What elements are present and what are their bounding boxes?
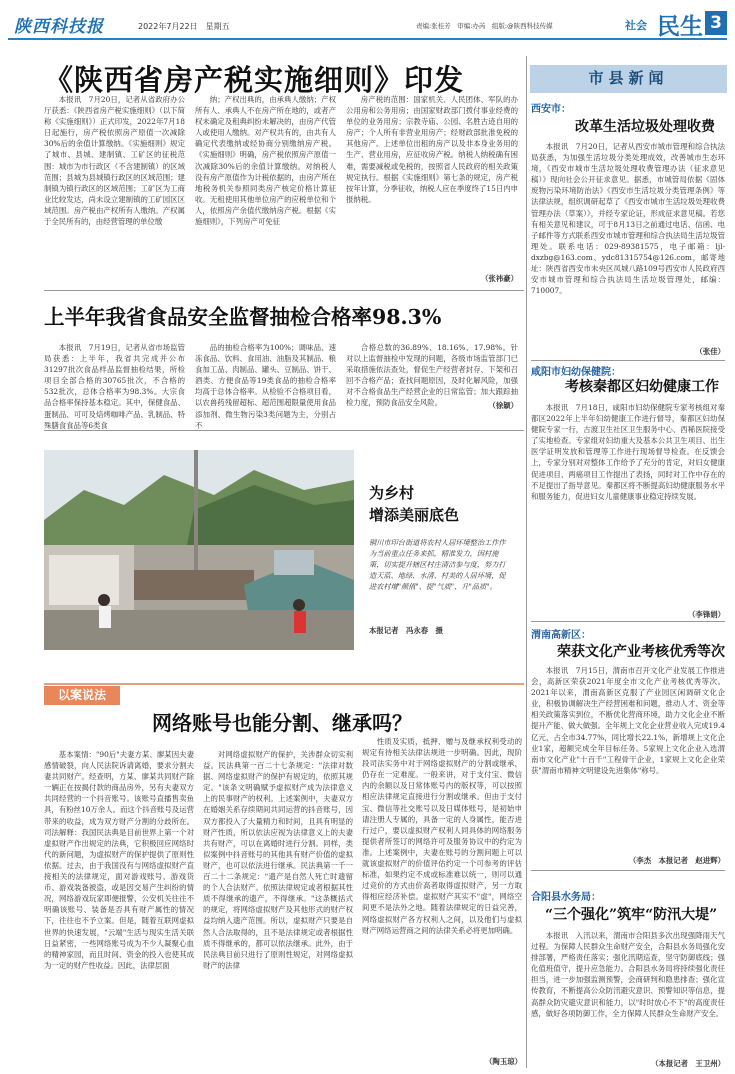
sidebar-item4-body: 本报讯 入汛以来，渭南市合阳县多次出现强降雨天气过程。为保障人民群众生命财产安全，合阳县水务局强化安排部署，严格责任落实；强化汛期巡查，坚守防御底线；强化值班值守，提升应急能力。合阳县水务局将持续强化责任担当，进一步加强监测预警，会商研判和隐患排查；强化宣传教育，不断提高公众防汛避灾意识、预警知识等信息，提高群众防灾避灾意识和能力，以"时时放心不下"的高度责任感，做好各项防御工作，全力保障人民群众生命财产安全。	[531, 931, 725, 1018]
case-headline: 网络账号也能分割、继承吗？	[152, 711, 412, 735]
village-photo	[44, 450, 354, 650]
section-big-label: 民生	[657, 14, 703, 40]
divider	[531, 870, 725, 871]
article1-headline: 《陕西省房产税实施细则》印发	[44, 63, 465, 97]
masthead	[8, 8, 727, 40]
divider	[531, 360, 725, 361]
case-section-band	[44, 683, 524, 703]
sidebar-item4-headline: “三个强化”筑牢“防汛大堤”	[545, 907, 718, 923]
sidebar-item1-headline: 改革生活垃圾处理收费	[575, 119, 715, 135]
article1-col1: 本报讯 7月20日，记者从省政府办公厅获悉：《陕西省房产税实施细则》（以下简称《实施细则》）正式印发，2022年7月18日起施行，房产税依照房产原值一次减除30%后的余值计算缴纳。《实施细则》规定了城市、县城、建制镇、工矿区的征税范围：城市为市行政区（不含建制镇）的区域范围；县城为县城镇行政区的区域范围；建制镇为镇行政区的区域范围；工矿区为工商业比较发达，尚未设立建制镇的工矿园区区域范围。房产税由产权所有人缴纳。产权属于全民所有的，由经营管理的单位缴	[44, 95, 185, 227]
article2-col3: 合格总数的36.89%、18.16%、17.98%。针对以上监督抽检中发现的问题，各级市场监管部门已采取措施依法查处，督促生产经营者封存、下架和召回不合格产品；查找问题原因，及时化解风险，加强对不合格食品生产经营企业的日常监管；加大跟踪抽检力度，预防食品安全风险。	[346, 343, 518, 408]
photo-story-title: 为乡村 增添美丽底色	[369, 484, 460, 524]
article2-col1: 本报讯 7月19日，记者从省市场监管局获悉：上半年，我省共完成并公布31297批次食品样品监督抽检结果，所检项目全部合格的30765批次，不合格的532批次，总体合格率为98.3%。大宗食品合格率保持基本稳定。其中，保健食品、蛋制品、可可及焙烤咖啡产品、乳制品、特殊膳食食品等6类食	[44, 343, 185, 430]
newspaper-logo: 陕西科技报	[14, 17, 104, 37]
article1-col3: 房产税的范围：国家机关、人民团体、军队的办公用房和公务用房；由国家财政部门拨付事业经费的单位的业务用房；宗教寺庙、公园、名胜古迹自用的房产；个人所有非营业用房产；经财政部批准免税的其他房产。上述单位出租的房产以及非本身业务用的生产、营业用房，应征收房产税。纳税人纳税确有困难，需要减税或免税的，按照省人民政府的相关政策规定执行。根据《实施细则》第七条的规定，房产税按年计算，分季征收，纳税人应在季度终了15日内申报纳税。	[346, 95, 519, 204]
photo-story-caption: 铜川市印台街道将农村人居环境整治工作作为当前重点任务来抓，精准发力，因村施策，切实提升辖区村庄清洁参与度，努力打造天蓝、地绿、水清、村美的人居环境，促进农村增"颜值"、提"气质"、升"品质"。	[369, 538, 506, 591]
section-label: 社会	[625, 19, 647, 32]
sidebar-item1-place: 西安市：	[531, 104, 571, 115]
sidebar-item3-place: 渭南高新区：	[531, 630, 591, 641]
article2-headline: 上半年我省食品安全监督抽检合格率98.3%	[44, 305, 442, 329]
village-photo-image	[44, 450, 354, 650]
article1-col2: 纳；产权出典的，由承典人缴纳；产权所有人、承典人不在房产所在地的，或者产权未确定及租典纠纷未解决的，由房产代管人或使用人缴纳。对产权共有的，由共有人确定代表缴纳或经协商分别缴纳房产税。《实施细则》明确，房产税依照房产原值一次减除30%后的余值计算缴纳。对纳税人没有房产原值作为计税依据的，由房产所在地税务机关参照同类房产核定价格计算征收。无租使用其他单位房产的应税单位和个人，依照房产余值代缴纳房产税。根据《实施细则》，下列房产可免征	[195, 95, 336, 227]
sidebar-item3-body: 本报讯 7月15日，渭南市召开文化产业发展工作推进会，高新区荣获2021年度全市文化产业考核优秀等次。2021年以来，渭南高新区克服了产业园区闲调研文化企业，积极协调解决生产经营困难和问题，推动人才、资金等相关政策落实到位，不断优化营商环境，助力文化企业不断提升产能、做大做强。全年规上文化企业营业收入完成19.4亿元，占全市34.77%，同比增长22.1%，新增规上文化企业1家，超额完成全年目标任务。5家规上文化企业入选渭南市文化产业"十百千"工程骨干企业，1家规上文化企业荣获"渭南市精神文明建设先进集体"称号。	[531, 666, 725, 775]
article2-sign: （徐颖）	[488, 401, 518, 410]
divider	[44, 290, 524, 291]
sidebar-item3-sign: （李杰 本报记者 赵进辉）	[628, 856, 725, 865]
case-col3: 性质及实质，抵押、赠与及继承权利受动的规定有待相关法律法规进一步明确。因此，现阶段司法实务中对于网络虚拟财产的分割或继承，仍存在一定难度。一般来讲，对于支付宝、微信内的余额以及日常体账号内的版权等，可以按照相应法律规定直接进行分割或继承。但由于支付宝、微信等社交账号以及日媒体账号，是初始申请注册人专属的，具备一定的人身属性，能否进行过户，要以虚拟财产权利人同具体的网络服务提供者所签订的网络许可及服务协议中的约定为准。上述案例中，夫妻在账号的分割问题上可以就该虚拟财产的价值评估约定一个可参考的评估标准，如果约定不成或标准难以统一，则可以通过竞价的方式由价高者取得虚拟财产，另一方取得相应经济补偿。虚拟财产其实不"虚"，网络空间更不是法外之地。随着法律规定的日益完善，网络虚拟财产各方权利人之间，以及他们与虚拟财产网络运营商之间的法律关系必将更加明确。	[362, 737, 522, 935]
case-sign: （陶玉琼）	[485, 1057, 522, 1066]
case-section-tag: 以案说法	[44, 686, 120, 705]
article2-col2: 品的抽检合格率为100%；调味品、速冻食品、饮料、食用油、油脂及其制品、粮食加工品、肉制品、罐头、豆制品、饼干、酒类、方便食品等19类食品的抽检合格率均高于总体合格率。从检验不合格项目看，以农兽药残留超标、超范围超限量使用食品添加剂、微生物污染3类问题为主，分别占不	[195, 343, 336, 430]
sidebar-item2-place: 咸阳市妇幼保健院：	[531, 367, 621, 378]
sidebar-item3-headline: 荣获文化产业考核优秀等次	[557, 644, 725, 660]
page-number: 3	[705, 11, 727, 35]
article1-sign: （张祎豪）	[481, 274, 518, 283]
sidebar-item2-body: 本报讯 7月18日，咸阳市妇幼保健院专家考核组对秦都区2022年上半年妇幼健康工作进行督导，秦都区妇幼保健院专家一行，古渡卫生社区卫生服务中心、西稀医院接受了实地检查。专家组对妇幼重大及基本公共卫生项目、出生医学证明发放和管理等工作进行现场督导检查。在反馈会上，专家分别对对整体工作给予了充分的肯定，对妇女健康促进项目、两癌项目工作提出了表扬，同时对工作中存在的不足提出了指导意见。秦都区将不断提高妇幼健康服务水平和服务能力，促进妇女儿童健康事业稳定持续发展。	[531, 403, 725, 501]
photo-credit: 本报记者 冯永春 摄	[369, 626, 443, 635]
sidebar-item1-sign: （张佳）	[695, 347, 725, 356]
issue-date: 2022年7月22日 星期五	[138, 22, 230, 31]
editor-credits: 责编:张桂芳 审编:办芮 组版:@陕西科技传媒	[416, 22, 553, 30]
case-col2: 对网络虚拟财产的保护，关涉群众切实利益。民法典第一百二十七条规定："法律对数据、网络虚拟财产的保护有规定的，依照其规定。"该条文明确赋予虚拟财产成为法律意义上的民事财产的权利。上述案例中，夫妻双方在婚姻关系存续期间共同运营的抖音账号，因双方都投入了大量精力和时间，且具有明显的财产性质，所以依法应视为法律意义上的夫妻共有财产，可以在离婚时进行分割。同样，类似案例中抖音账号的其他具有财产价值的虚拟财产，也可以依法进行继承。民法典第一千一百二十二条规定："遗产是自然人死亡时遗留的个人合法财产。依照法律规定或者根据其性质不得继承的遗产，不得继承。"这条概括式的规定，将网络虚拟财产及其他形式的财产权益均纳入遗产范围。所以，虚拟财产只要是自然人合法取得的，且不是法律规定或者根据性质不得继承的，都可以依法继承。此外，由于民法典目前只进行了原则性规定，对网络虚拟财产的法律	[203, 750, 353, 970]
sidebar-item2-headline: 考核秦都区妇幼健康工作	[565, 379, 719, 395]
sidebar-item1-body: 本报讯 7月20日，记者从西安市城市管理和综合执法局获悉，为加强生活垃圾分类处理成效，改善城市生态环境，《西安市城市生活垃圾处理收费管理办法（征求意见稿）》现向社会公开征求意见。据悉，市城管局依据《固体废物污染环境防治法》《西安市生活垃圾分类管理条例》等法律法规，组织调研起草了《西安市城市生活垃圾处理收费管理办法（草案）》，并经专家论证，形成征求意见稿。若您有相关意见和建议，可于8月13日之前通过电话、信函、电子邮件等方式联系西安市城市管理和综合执法局生活垃圾管理处。联系电话：029-89381575，电子邮箱：ljl-dxzbg@163.com、ydc81315754@126.com，邮寄地址：陕西省西安市未央区凤城八路109号西安市人民政府西安市城市管理和综合执法局生活垃圾管理处，邮编：710007。	[531, 142, 725, 296]
divider	[531, 621, 725, 622]
sidebar-item4-sign: （本报记者 王卫州）	[651, 1059, 725, 1068]
sidebar-item4-place: 合阳县水务局：	[531, 892, 601, 903]
sidebar-title: 市县新闻	[588, 69, 669, 87]
divider	[44, 430, 524, 431]
case-col1: 基本案情："90后"夫妻方某、廖某因夫妻感情破裂，向人民法院诉请离婚，要求分割夫妻共同财产。经查明，方某、廖某共同财产除一辆正在按揭付款的商品房外，另有夫妻双方共同经营的一个抖音账号。该账号直播售卖鱼具，有粉丝10万余人。而这个抖音账号及运营带来的收益，成为双方财产分割的分歧所在。司法解释：我国民法典是目前世界上第一个对虚拟财产作出规定的法典，它积极回应网络时代的新问题，为虚拟财产的保护提供了原则性依据。过去，由于我国没有与网络虚拟财产直接相关的法律规定，面对游戏账号、游戏货币、游戏装备被盗，或是因交易产生纠纷的情况，网络游戏玩家即便报警，公安机关往往不明确该账号、装备是否具有财产属性的情况下，往往也不予立案。但是，随着互联网虚拟世界的快速发展，"云端"生活与现实生活关联日益紧密，一些网络账号成为不少人凝聚心血的精神家园，而且时间、资金的投入也使其成为一定的财产性收益。因此，法律层面	[44, 750, 194, 970]
sidebar-item2-sign: （李锋娟）	[688, 610, 725, 619]
column-divider	[526, 56, 527, 1068]
sidebar-band	[530, 65, 727, 93]
